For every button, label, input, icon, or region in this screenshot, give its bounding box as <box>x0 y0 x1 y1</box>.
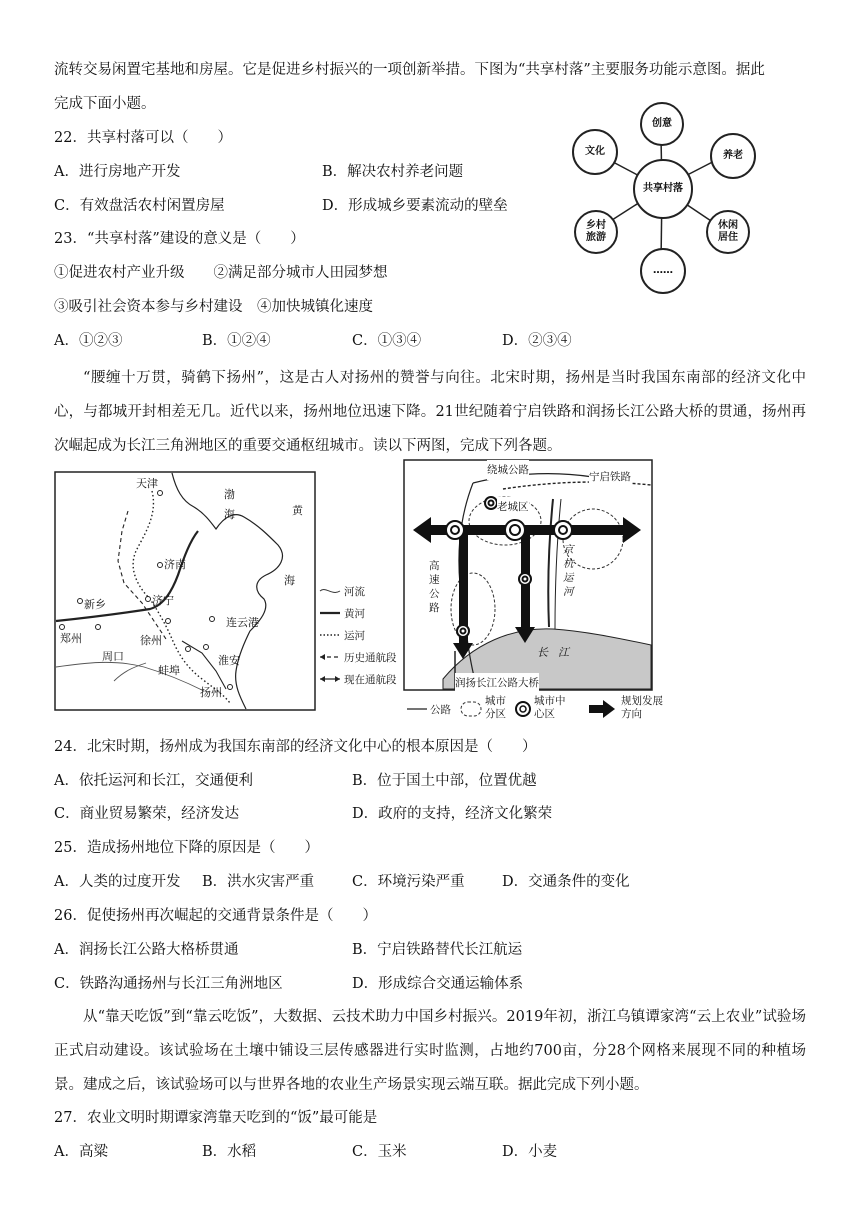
q22-option-b[interactable]: B．解决农村养老问题 <box>322 164 464 180</box>
q23-option-b[interactable]: B．①②④ <box>202 333 271 349</box>
legend-river: 河流 <box>344 586 365 598</box>
diagram-node-culture: 文化 <box>572 129 618 175</box>
map1-label-jining: 济宁 <box>152 594 174 607</box>
q26-stem: 26．促使扬州再次崛起的交通背景条件是（ ） <box>54 908 377 924</box>
map1-label-xinxiang: 新乡 <box>84 598 106 611</box>
map1-label-jinan: 济南 <box>164 558 186 571</box>
legend-city-district: 城市分区 <box>485 695 506 720</box>
q24-stem: 24．北宋时期，扬州成为我国东南部的经济文化中心的根本原因是（ ） <box>54 739 537 755</box>
q23-option-c[interactable]: C．①③④ <box>352 333 422 349</box>
city-plan-map <box>403 459 653 691</box>
canal-legend-symbols <box>318 580 344 692</box>
map1-label-yangzhou: 扬州 <box>200 686 222 699</box>
q26-option-b[interactable]: B．宁启铁路替代长江航运 <box>352 942 523 958</box>
diagram-node-more: …… <box>640 248 686 294</box>
q24-option-c[interactable]: C．商业贸易繁荣，经济发达 <box>54 806 240 822</box>
map1-label-huang: 黄 <box>292 504 303 517</box>
map1-label-hai-2: 海 <box>284 574 295 587</box>
canal-map-legend <box>318 580 402 692</box>
map2-label-runyang-bridge: 润扬长江公路大桥 <box>455 673 539 693</box>
legend-planned-direction: 规划发展方向 <box>621 695 663 720</box>
map1-label-huaian: 淮安 <box>218 654 240 667</box>
map1-label-zhoukou: 周口 <box>102 650 124 663</box>
map2-label-old-town: 老城区 <box>497 497 529 517</box>
legend-current-navigation: 现在通航段 <box>344 674 397 686</box>
q23-option-a[interactable]: A．①②③ <box>54 333 123 349</box>
legend-road: 公路 <box>430 704 451 716</box>
q23-statements-2: ③吸引社会资本参与乡村建设 ④加快城镇化速度 <box>54 299 373 315</box>
q22-stem: 22．共享村落可以（ ） <box>54 130 232 146</box>
q25-option-a[interactable]: A．人类的过度开发 <box>54 874 181 890</box>
map1-label-bo: 渤 <box>224 488 235 501</box>
q27-option-b[interactable]: B．水稻 <box>202 1144 257 1160</box>
diagram-node-elderly-care: 养老 <box>710 133 756 179</box>
map2-label-expressway: 高速公路 <box>429 560 440 614</box>
legend-city-center: 城市中心区 <box>534 695 566 720</box>
q23-statements-1: ①促进农村产业升级 ②满足部分城市人田园梦想 <box>54 265 388 281</box>
q27-stem: 27．农业文明时期谭家湾靠天吃到的“饭”最可能是 <box>54 1110 378 1126</box>
map2-label-yangtze: 长江 <box>537 646 579 659</box>
q25-stem: 25．造成扬州地位下降的原因是（ ） <box>54 840 319 856</box>
q26-option-d[interactable]: D．形成综合交通运输体系 <box>352 976 524 992</box>
map2-label-ningqi-railway: 宁启铁路 <box>589 467 631 487</box>
q27-option-a[interactable]: A．高粱 <box>54 1144 108 1160</box>
q24-option-a[interactable]: A．依托运河和长江，交通便利 <box>54 773 253 789</box>
map1-label-tianjin: 天津 <box>136 477 158 490</box>
q22-option-c[interactable]: C．有效盘活农村闲置房屋 <box>54 198 225 214</box>
q23-stem: 23．“共享村落”建设的意义是（ ） <box>54 231 305 247</box>
q26-option-a[interactable]: A．润扬长江公路大格桥贯通 <box>54 942 239 958</box>
q25-option-b[interactable]: B．洪水灾害严重 <box>202 874 315 890</box>
q22-option-a[interactable]: A．进行房地产开发 <box>54 164 181 180</box>
map1-label-xuzhou: 徐州 <box>140 634 162 647</box>
map2-label-grand-canal: 京杭运河 <box>563 544 574 598</box>
q26-option-c[interactable]: C．铁路沟通扬州与长江三角洲地区 <box>54 976 283 992</box>
q23-option-d[interactable]: D．②③④ <box>502 333 572 349</box>
map1-label-zhengzhou: 郑州 <box>60 632 82 645</box>
intro-line-1: 流转交易闲置宅基地和房屋。它是促进乡村振兴的一项创新举措。下图为“共享村落”主要服务功能示意图。据此 <box>54 62 765 78</box>
yangzhou-paragraph: “腰缠十万贯，骑鹤下扬州”，这是古人对扬州的赞誉与向往。北宋时期，扬州是当时我国东南部的经济文化中心，与都城开封相差无几。近代以来，扬州地位迅速下降。21世纪随着宁启铁路和润扬长江公路大桥的贯通，扬州再次崛起成为长江三角洲地区的重要交通枢纽城市。读以下两图，完成下列各题。 <box>54 370 806 454</box>
q24-option-d[interactable]: D．政府的支持，经济文化繁荣 <box>352 806 553 822</box>
map1-label-lianyungang: 连云港 <box>226 616 259 629</box>
diagram-node-leisure-living: 休闲居住 <box>706 210 750 254</box>
legend-historic-navigation: 历史通航段 <box>344 652 397 664</box>
q27-option-c[interactable]: C．玉米 <box>352 1144 407 1160</box>
canal-map-graphic <box>54 471 316 711</box>
agriculture-paragraph: 从“靠天吃饭”到“靠云吃饭”，大数据、云技术助力中国乡村振兴。2019年初，浙江乌镇谭家湾“云上农业”试验场正式启动建设。该试验场在土壤中铺设三层传感器进行实时监测，占地约700亩，分28个网格来展现不同的种植场景。建成之后，该试验场可以与世界各地的农业生产场景实现云端互联。据此完成下列小题。 <box>54 1009 806 1093</box>
q24-option-b[interactable]: B．位于国土中部，位置优越 <box>352 773 537 789</box>
intro-line-2: 完成下面小题。 <box>54 96 156 112</box>
shared-village-diagram <box>566 98 766 288</box>
diagram-center-node: 共享村落 <box>633 159 693 219</box>
diagram-node-rural-tourism: 乡村旅游 <box>574 210 618 254</box>
diagram-node-creativity: 创意 <box>640 102 684 146</box>
city-plan-legend <box>403 697 693 727</box>
map1-label-bengbu: 蚌埠 <box>158 664 180 677</box>
q22-option-d[interactable]: D．形成城乡要素流动的壁垒 <box>322 198 508 214</box>
map1-label-hai-1: 海 <box>224 508 235 521</box>
q27-option-d[interactable]: D．小麦 <box>502 1144 558 1160</box>
q25-option-c[interactable]: C．环境污染严重 <box>352 874 465 890</box>
q25-option-d[interactable]: D．交通条件的变化 <box>502 874 630 890</box>
map2-label-ring-road: 绕城公路 <box>487 460 529 480</box>
legend-canal: 运河 <box>344 630 365 642</box>
legend-yellow-river: 黄河 <box>344 608 365 620</box>
canal-map <box>54 471 316 711</box>
